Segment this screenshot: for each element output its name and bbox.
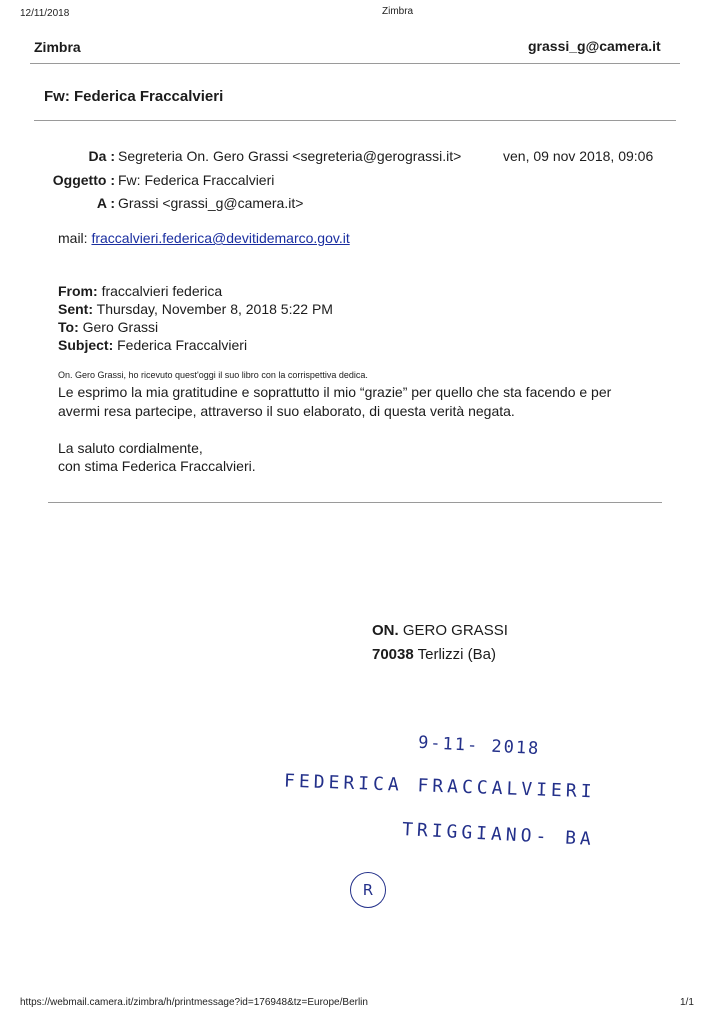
fwd-from-row [58,283,222,299]
title-divider [34,120,676,121]
stamp-zip: 70038 [372,646,414,663]
from-value: Segreteria On. Gero Grassi <segreteria@gerograssi.it> [118,148,462,164]
stamp-name: GERO GRASSI [402,622,508,639]
mail-address-link[interactable]: fraccalvieri.federica@devitidemarco.gov.it [91,230,350,246]
fwd-subject-value: Federica Fraccalvieri [117,337,248,353]
stamp-title: ON. [372,622,399,639]
mail-label: mail: [58,230,88,246]
handwritten-date: 9-11- 2018 [417,732,541,760]
from-label: Da : [88,148,115,164]
from-label-cell [89,148,115,164]
body-line-2: avermi resa partecipe, attraverso il suo elaborato, di questa verità negata. [58,403,515,419]
to-value: Grassi <grassi_g@camera.it> [118,195,304,211]
fwd-sent-label: Sent: [58,301,93,317]
to-label-cell [97,195,115,211]
fwd-subject-label: Subject: [58,337,114,353]
account-email: grassi_g@camera.it [528,38,661,54]
stamp-line-2 [372,646,496,663]
body-closing-2: con stima Federica Fraccalvieri. [58,458,256,474]
body-divider [48,502,662,503]
fwd-from-label: From: [58,283,98,299]
handwritten-r-mark: R [350,872,386,908]
footer-page-number: 1/1 [680,997,694,1008]
fwd-sent-value: Thursday, November 8, 2018 5:22 PM [96,301,333,317]
message-title: Fw: Federica Fraccalvieri [44,88,224,105]
fwd-to-row [58,319,158,335]
message-date: ven, 09 nov 2018, 09:06 [503,148,654,164]
brand-name: Zimbra [34,39,81,55]
header-divider [30,63,680,64]
fwd-sent-row [58,301,333,317]
stamp-line-1 [372,622,508,639]
body-line-1: Le esprimo la mia gratitudine e soprattutto il mio “grazie” per quello che sta facendo e per [58,384,612,400]
fwd-to-label: To: [58,319,79,335]
subject-label-cell [53,172,115,188]
to-label: A : [96,195,115,211]
subject-label: Oggetto : [52,172,115,188]
fwd-from-value: fraccalvieri federica [101,283,223,299]
stamp-city: Terlizzi (Ba) [417,646,496,663]
fwd-to-value: Gero Grassi [82,319,159,335]
print-date: 12/11/2018 [20,8,70,19]
handwritten-place: TRIGGIANO- BA [401,818,596,851]
footer-url: https://webmail.camera.it/zimbra/h/printmessage?id=176948&tz=Europe/Berlin [20,997,368,1008]
subject-value: Fw: Federica Fraccalvieri [118,172,275,188]
handwritten-name: FEDERICA FRACCALVIERI [283,770,596,803]
fwd-subject-row [58,337,247,353]
mail-line [58,230,350,246]
print-app-name: Zimbra [382,6,414,17]
body-closing-1: La saluto cordialmente, [58,440,203,456]
body-intro: On. Gero Grassi, ho ricevuto quest'oggi il suo libro con la corrispettiva dedica. [58,370,368,380]
